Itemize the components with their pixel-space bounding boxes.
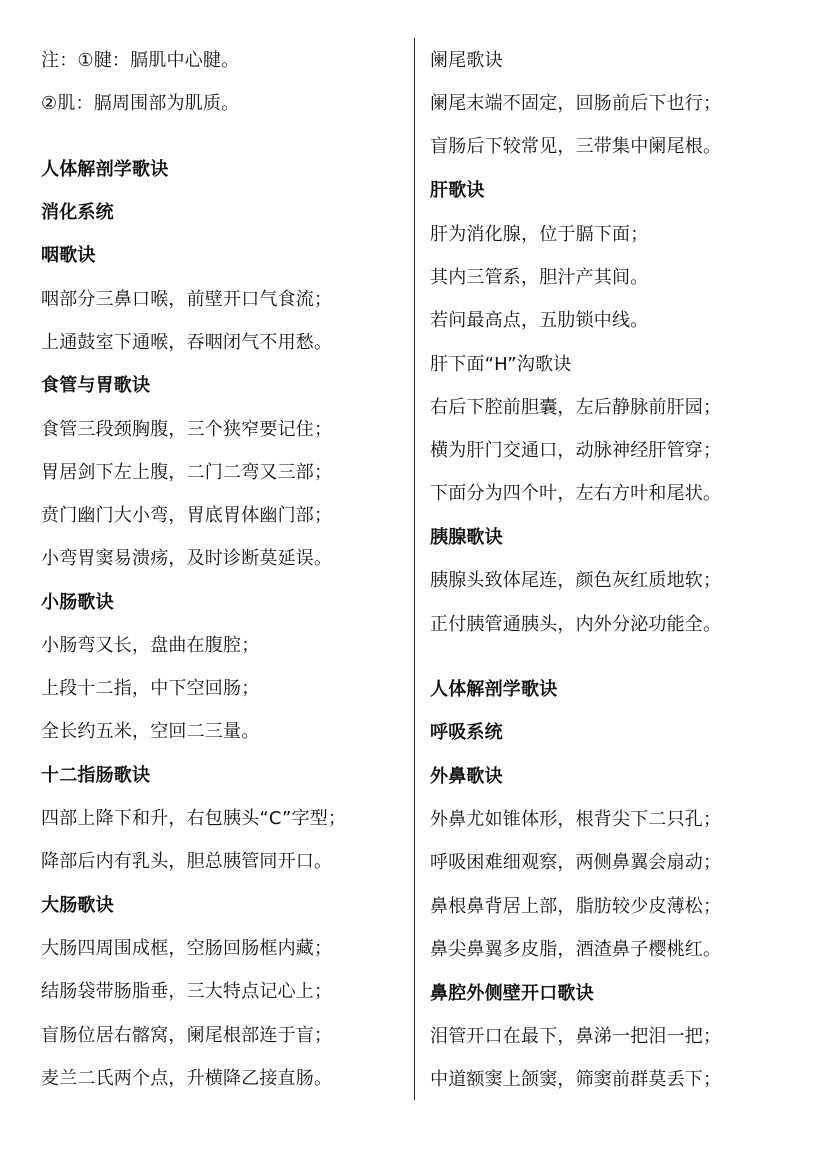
- text-line: 横为肝门交通口，动脉神经肝管穿；: [430, 440, 722, 461]
- text-line: 外鼻尤如锥体形，根背尖下二只孔；: [430, 809, 722, 830]
- text-line: 大肠四周围成框，空肠回肠框内藏；: [41, 938, 333, 959]
- text-line: 右后下腔前胆囊，左后静脉前肝园；: [430, 397, 722, 418]
- section-heading: 大肠歌诀: [41, 895, 114, 916]
- text-line: 咽部分三鼻口喉，前壁开口气食流；: [41, 289, 333, 310]
- section-heading: 鼻腔外侧壁开口歌诀: [430, 983, 594, 1004]
- text-line: 全长约五米，空回二三量。: [41, 721, 260, 742]
- section-heading: 小肠歌诀: [41, 592, 114, 613]
- section-heading: 咽歌诀: [41, 245, 96, 266]
- column-divider: [414, 38, 415, 1100]
- text-line: 胃居剑下左上腹，二门二弯又三部；: [41, 462, 333, 483]
- section-heading: 呼吸系统: [430, 722, 503, 743]
- text-line: 降部后内有乳头，胆总胰管同开口。: [41, 851, 333, 872]
- text-line: 阑尾歌诀: [430, 50, 503, 71]
- text-line: 盲肠位居右髂窝，阑尾根部连于盲；: [41, 1025, 333, 1046]
- text-line: 泪管开口在最下，鼻涕一把泪一把；: [430, 1026, 722, 1047]
- text-line: 小肠弯又长，盘曲在腹腔；: [41, 635, 260, 656]
- text-line: 麦兰二氏两个点，升横降乙接直肠。: [41, 1068, 333, 1089]
- text-line: 阑尾末端不固定，回肠前后下也行；: [430, 93, 722, 114]
- text-line: ②肌：膈周围部为肌质。: [41, 93, 240, 114]
- text-line: 食管三段颈胸腹，三个狭窄要记住；: [41, 419, 333, 440]
- text-line: 肝为消化腺，位于膈下面；: [430, 224, 649, 245]
- text-line: 上段十二指，中下空回肠；: [41, 678, 260, 699]
- text-line: 注：①腱：膈肌中心腱。: [41, 50, 240, 71]
- text-line: 结肠袋带肠脂垂，三大特点记心上；: [41, 981, 333, 1002]
- section-heading: 消化系统: [41, 202, 114, 223]
- section-heading: 食管与胃歌诀: [41, 375, 151, 396]
- text-line: 呼吸困难细观察，两侧鼻翼会扇动；: [430, 852, 722, 873]
- text-line: 鼻尖鼻翼多皮脂，酒渣鼻子樱桃红。: [430, 939, 722, 960]
- text-line: 中道额窦上颌窦，筛窦前群莫丢下；: [430, 1069, 722, 1090]
- section-heading: 肝歌诀: [430, 180, 485, 201]
- section-heading: 人体解剖学歌诀: [430, 679, 558, 700]
- section-heading: 十二指肠歌诀: [41, 765, 151, 786]
- section-heading: 人体解剖学歌诀: [41, 159, 169, 180]
- text-line: 下面分为四个叶，左右方叶和尾状。: [430, 483, 722, 504]
- text-line: 贲门幽门大小弯，胃底胃体幽门部；: [41, 505, 333, 526]
- text-line: 若问最高点，五肋锁中线。: [430, 310, 649, 331]
- section-heading: 胰腺歌诀: [430, 527, 503, 548]
- text-line: 正付胰管通胰头，内外分泌功能全。: [430, 614, 722, 635]
- text-line: 小弯胃窦易溃疡，及时诊断莫延误。: [41, 548, 333, 569]
- text-line: 其内三管系，胆汁产其间。: [430, 267, 649, 288]
- text-line: 肝下面“H”沟歌诀: [430, 354, 572, 375]
- text-line: 盲肠后下较常见，三带集中阑尾根。: [430, 136, 722, 157]
- text-line: 上通鼓室下通喉，吞咽闭气不用愁。: [41, 332, 333, 353]
- section-heading: 外鼻歌诀: [430, 766, 503, 787]
- text-line: 四部上降下和升，右包胰头“C”字型；: [41, 808, 347, 829]
- text-line: 胰腺头致体尾连，颜色灰红质地软；: [430, 570, 722, 591]
- text-line: 鼻根鼻背居上部，脂肪较少皮薄松；: [430, 896, 722, 917]
